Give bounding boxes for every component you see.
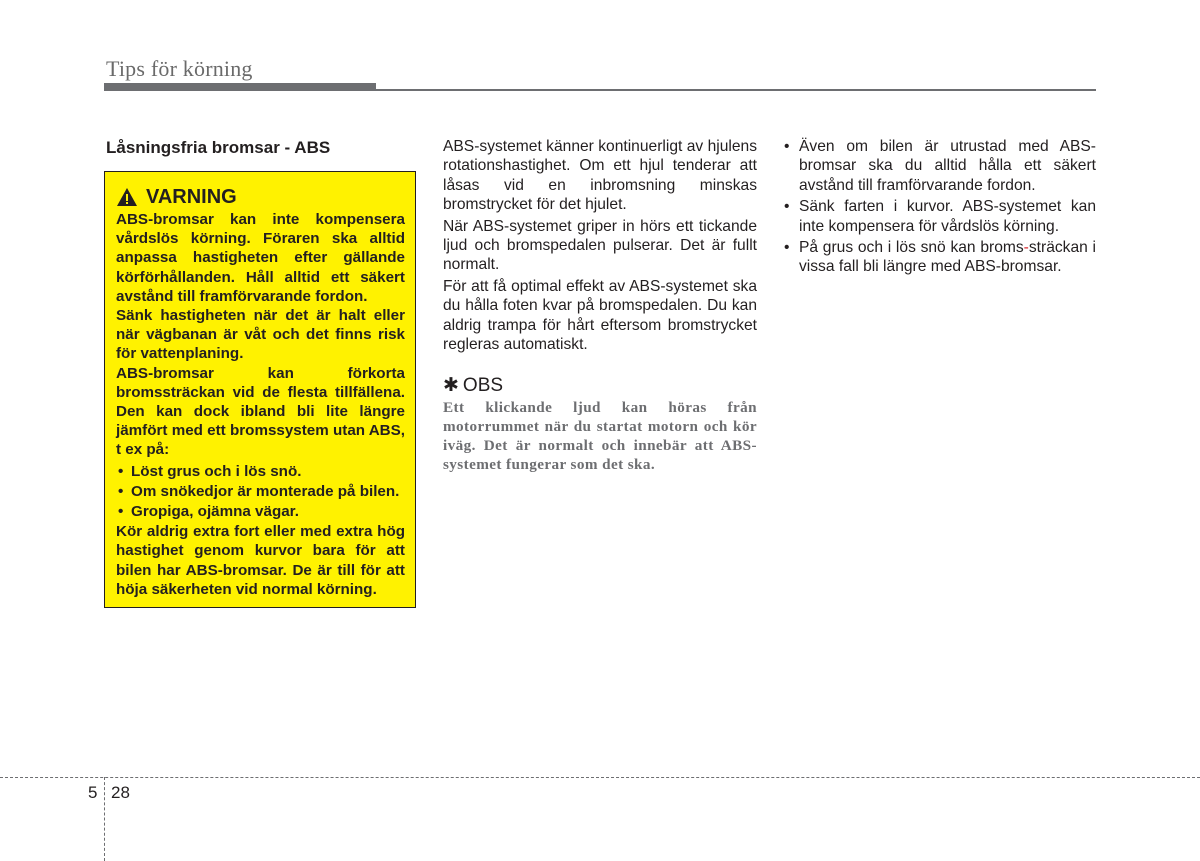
body-paragraph-2: När ABS-systemet griper in hörs ett tickande ljud och bromspedalen pulserar. Det är fullt normalt. [443, 217, 757, 274]
left-column [104, 138, 416, 608]
footer-divider [0, 777, 1200, 778]
warning-paragraph-4: Kör aldrig extra fort eller med extra hög hastighet genom kurvor bara för att bilen har ABS-bromsar. De är till för att höja säkerheten vid normal körning. [116, 523, 405, 598]
body-paragraph-3: För att få optimal effekt av ABS-systemet ska du hålla foten kvar på bromspedalen. Du kan aldrig trampa för hårt eftersom bromstrycket regleras automatiskt. [443, 277, 757, 354]
body-paragraph-1: ABS-systemet känner kontinuerligt av hjulens rotationshastighet. Om ett hjul tenderar att låsas vid en inbromsning minskas bromstrycket för det hjulet. [443, 138, 757, 214]
warning-triangle-icon [116, 187, 138, 207]
list-item: • Om snökedjor är monterade på bilen. [118, 482, 400, 500]
middle-column [443, 137, 757, 474]
chapter-number: 5 [88, 783, 98, 802]
warning-box [104, 171, 416, 608]
footer-vertical-divider [104, 777, 105, 861]
warning-paragraph-3: ABS-bromsar kan förkorta bromssträckan vid de flesta tillfällena. Den kan dock ibland bli lite längre jämfört med ett bromssystem utan ABS, t ex på: [116, 364, 405, 459]
warning-paragraph-2: Sänk hastigheten när det är halt eller när vägbanan är våt och det finns risk för vattenplaning. [116, 307, 405, 363]
list-item: • Sänk farten i kurvor. ABS-systemet kan inte kompensera för vårdslös körning. [784, 198, 1096, 235]
header-bar-thin [104, 89, 1096, 91]
list-item: • På grus och i lös snö kan broms-sträckan i vissa fall bli längre med ABS-bromsar. [784, 239, 1097, 276]
warning-paragraph-1: ABS-bromsar kan inte kompensera vårdslös körning. Föraren ska alltid anpassa hastigheten efter gällande körförhållanden. Håll alltid ett säkert avstånd till framförvarande fordon. [116, 211, 405, 305]
warning-title [116, 186, 405, 208]
warning-title-text: VARNING [146, 186, 237, 208]
obs-title: OBS [462, 375, 504, 397]
page-number: 28 [111, 783, 130, 802]
obs-heading [443, 376, 757, 395]
list-item: • Löst grus och i lös snö. [118, 462, 302, 480]
header-title: Tips för körning [106, 56, 253, 81]
right-bullet-list [782, 137, 1096, 277]
section-heading: Låsningsfria bromsar - ABS [106, 138, 331, 157]
asterisk-icon: ✱ [443, 375, 459, 397]
warning-bullet-list [116, 462, 405, 522]
hyphen-mark: - [1023, 239, 1029, 257]
list-item: • Gropiga, ojämna vägar. [118, 503, 299, 521]
right-column [782, 137, 1096, 279]
obs-text: Ett klickande ljud kan höras från motorrummet när du startat motorn och kör iväg. Det är normalt och innebär att ABS-systemet fungerar som det ska. [443, 398, 757, 473]
list-item: • Även om bilen är utrustad med ABS-bromsar ska du alltid hålla ett säkert avstånd till framförvarande fordon. [784, 138, 1096, 194]
